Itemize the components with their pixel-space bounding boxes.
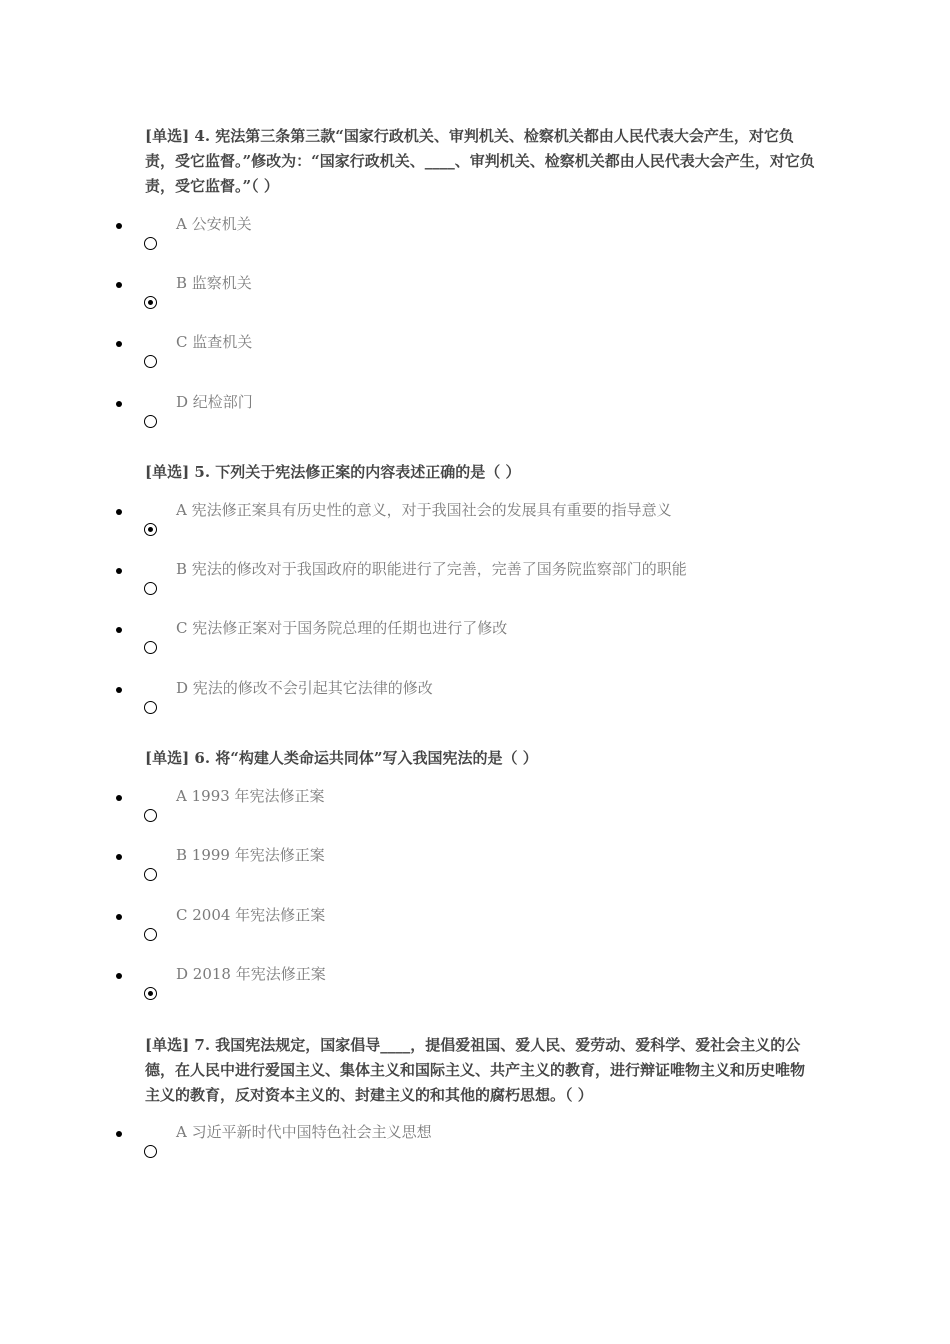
radio-unchecked-icon[interactable] bbox=[144, 809, 157, 822]
option-label: A 习近平新时代中国特色社会主义思想 bbox=[176, 1123, 432, 1141]
bullet-icon bbox=[116, 223, 122, 229]
radio-unchecked-icon[interactable] bbox=[144, 582, 157, 595]
question-6-text: [单选] 6. 将“构建人类命运共同体”写入我国宪法的是（ ） bbox=[145, 749, 538, 767]
radio-unchecked-icon[interactable] bbox=[144, 641, 157, 654]
radio-checked-icon[interactable] bbox=[144, 296, 157, 309]
question-5-option-c[interactable] bbox=[0, 617, 950, 661]
option-label: B 监察机关 bbox=[176, 274, 252, 292]
question-5-option-b[interactable] bbox=[0, 558, 950, 602]
bullet-icon bbox=[116, 341, 122, 347]
question-6-option-d[interactable] bbox=[0, 963, 950, 1007]
question-5-option-d[interactable] bbox=[0, 677, 950, 721]
radio-unchecked-icon[interactable] bbox=[144, 415, 157, 428]
option-label: C 监查机关 bbox=[176, 333, 253, 351]
bullet-icon bbox=[116, 509, 122, 515]
question-5-text: [单选] 5. 下列关于宪法修正案的内容表述正确的是（ ） bbox=[145, 463, 521, 481]
option-label: A 宪法修正案具有历史性的意义，对于我国社会的发展具有重要的指导意义 bbox=[176, 501, 672, 519]
bullet-icon bbox=[116, 795, 122, 801]
radio-unchecked-icon[interactable] bbox=[144, 928, 157, 941]
option-label: A 1993 年宪法修正案 bbox=[176, 787, 325, 805]
question-4-option-d[interactable] bbox=[0, 391, 950, 435]
radio-unchecked-icon[interactable] bbox=[144, 1145, 157, 1158]
question-4-text: [单选] 4. 宪法第三条第三款“国家行政机关、审判机关、检察机关都由人民代表大会产生，对它负责，受它监督。”修改为：“国家行政机关、____、审判机关、检察机关都由人民代表大会产生，对它负责，受它监督。”（ ） bbox=[145, 127, 815, 195]
bullet-icon bbox=[116, 401, 122, 407]
question-5-option-a[interactable] bbox=[0, 499, 950, 543]
bullet-icon bbox=[116, 687, 122, 693]
bullet-icon bbox=[116, 282, 122, 288]
radio-unchecked-icon[interactable] bbox=[144, 237, 157, 250]
question-6-option-b[interactable] bbox=[0, 844, 950, 888]
question-4-option-c[interactable] bbox=[0, 331, 950, 375]
question-4-option-b[interactable] bbox=[0, 272, 950, 316]
radio-unchecked-icon[interactable] bbox=[144, 701, 157, 714]
question-7-text: [单选] 7. 我国宪法规定，国家倡导____，提倡爱祖国、爱人民、爱劳动、爱科学、爱社会主义的公德，在人民中进行爱国主义、集体主义和国际主义、共产主义的教育，进行辩证唯物主义和历史唯物主义的教育，反对资本主义的、封建主义的和其他的腐朽思想。（ ） bbox=[145, 1036, 806, 1104]
bullet-icon bbox=[116, 854, 122, 860]
question-7-option-a[interactable] bbox=[0, 1121, 950, 1165]
radio-checked-icon[interactable] bbox=[144, 987, 157, 1000]
option-label: A 公安机关 bbox=[176, 215, 252, 233]
option-label: D 宪法的修改不会引起其它法律的修改 bbox=[176, 679, 433, 697]
option-label: B 1999 年宪法修正案 bbox=[176, 846, 325, 864]
bullet-icon bbox=[116, 627, 122, 633]
option-label: D 2018 年宪法修正案 bbox=[176, 965, 326, 983]
option-label: B 宪法的修改对于我国政府的职能进行了完善，完善了国务院监察部门的职能 bbox=[176, 560, 687, 578]
option-label: D 纪检部门 bbox=[176, 393, 253, 411]
question-4-option-a[interactable] bbox=[0, 213, 950, 257]
radio-unchecked-icon[interactable] bbox=[144, 355, 157, 368]
radio-unchecked-icon[interactable] bbox=[144, 868, 157, 881]
bullet-icon bbox=[116, 568, 122, 574]
option-label: C 2004 年宪法修正案 bbox=[176, 906, 326, 924]
bullet-icon bbox=[116, 1131, 122, 1137]
bullet-icon bbox=[116, 914, 122, 920]
option-label: C 宪法修正案对于国务院总理的任期也进行了修改 bbox=[176, 619, 508, 637]
radio-checked-icon[interactable] bbox=[144, 523, 157, 536]
question-6-option-c[interactable] bbox=[0, 904, 950, 948]
bullet-icon bbox=[116, 973, 122, 979]
question-6-option-a[interactable] bbox=[0, 785, 950, 829]
